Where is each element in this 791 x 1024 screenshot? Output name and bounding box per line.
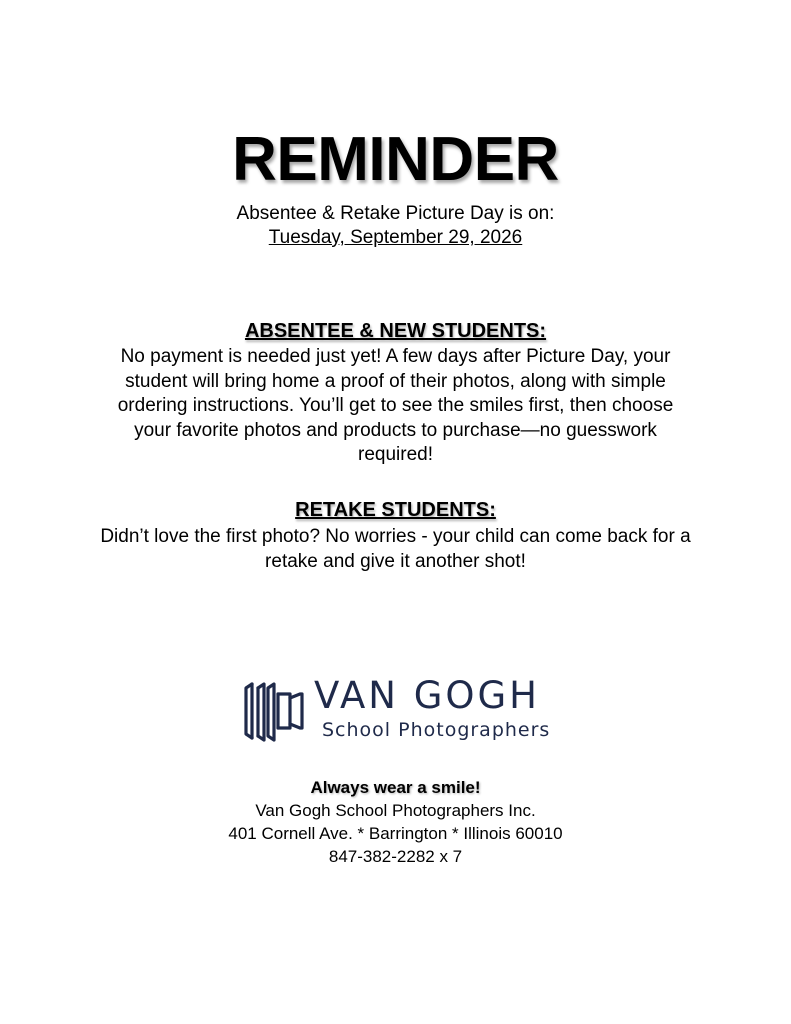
footer-phone: 847-382-2282 x 7 [328,847,463,866]
absentee-body: No payment is needed just yet! A few days after Picture Day, your student will bring home a proof of their photos, along with simple ordering instructions. You’ll get to see the smiles first, then choose your favorite photos and products to purchase—no guesswork required! [117,346,674,465]
camera-lens-icon [242,678,308,744]
picture-day-date [0,226,791,250]
footer-motto: Always wear a smile! [310,778,481,797]
footer-company: Van Gogh School Photographers Inc. [255,801,536,820]
logo-name: VAN GOGH [314,674,540,717]
retake-body: Didn’t love the first photo? No worries - your child can come back for a retake and give it another shot! [100,526,691,572]
absentee-heading: ABSENTEE & NEW STUDENTS: [244,320,547,342]
page-title: REMINDER [232,125,559,194]
retake-heading: RETAKE STUDENTS: [295,499,496,521]
footer [0,776,791,868]
picture-day-date-text: Tuesday, September 29, 2026 [268,227,523,248]
announcement-text: Absentee & Retake Picture Day is on: [236,203,555,224]
logo-subtitle: School Photographers [322,719,551,741]
company-logo [242,674,562,750]
footer-address: 401 Cornell Ave. * Barrington * Illinois 60010 [228,824,563,843]
